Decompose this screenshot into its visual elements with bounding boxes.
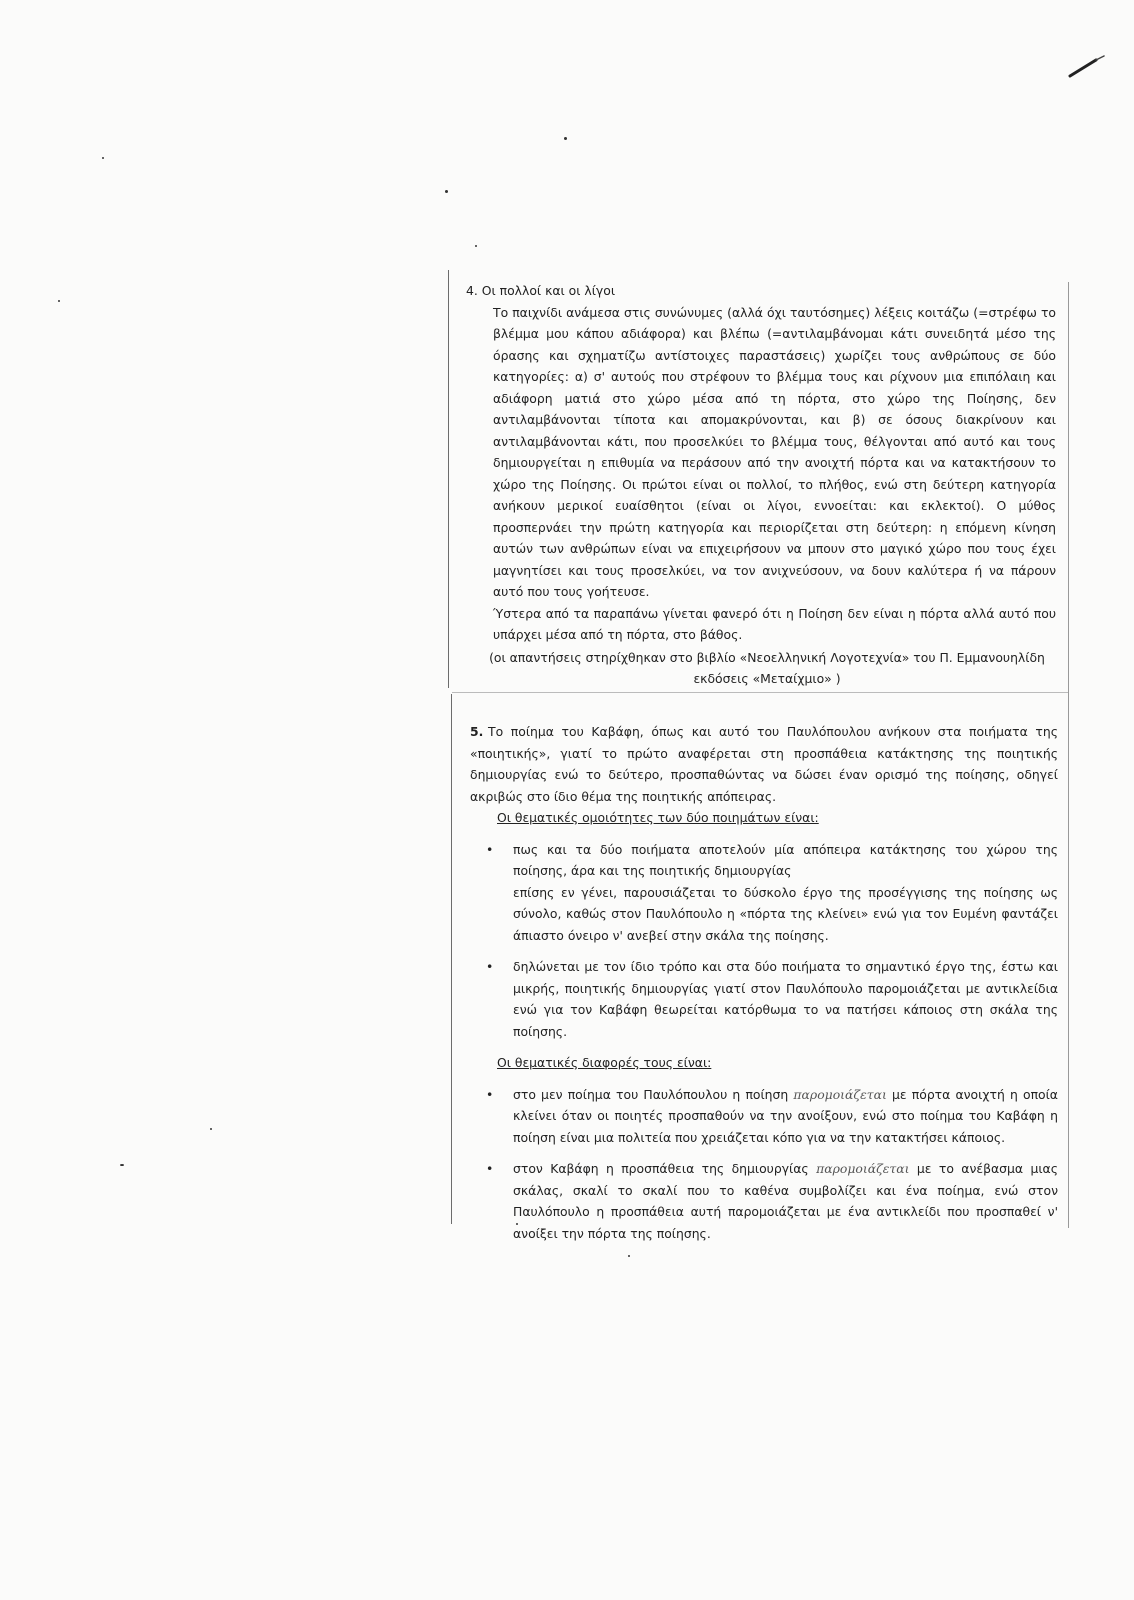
list-item-text: στο μεν ποίημα του Παυλόπουλου η ποίηση	[513, 1086, 789, 1102]
similarities-heading: Οι θεματικές ομοιότητες των δύο ποιημάτων είναι:	[497, 810, 819, 825]
section-4	[466, 280, 1056, 690]
scan-speck	[475, 245, 477, 247]
scan-speck	[102, 157, 104, 159]
list-item-text: με το ανέβασμα μιας σκάλας, σκαλί το σκαλί που το καθένα συμβολίζει και ένα ποίημα, ενώ στον Παυλόπουλο η προσπάθεια αυτή παρομοιάζεται με ένα αντικλείδι που προσπαθεί ν' ανοίξει την πόρτα της ποίησης.	[513, 1161, 1058, 1241]
section-5	[470, 721, 1058, 1254]
similarities-list	[470, 839, 1058, 1043]
scan-speck	[120, 1164, 124, 1166]
scan-speck	[210, 1128, 212, 1130]
list-item-continuation: επίσης εν γένει, παρουσιάζεται το δύσκολο έργο της προσέγγισης της ποίησης ως σύνολο, καθώς στον Παυλόπουλο η «πόρτα της κλείνει» ενώ για τον Ευμένη φαντάζει άπιαστο όνειρο ν' ανεβεί στην σκάλα της ποίησης.	[513, 884, 1058, 943]
scan-speck	[445, 190, 448, 193]
section-number: 5.	[470, 724, 484, 739]
scan-speck	[628, 1255, 630, 1257]
pen-mark-icon	[1066, 54, 1106, 78]
scan-speck	[564, 137, 567, 140]
source-citation	[478, 647, 1056, 690]
section-4-paragraph: Το παιχνίδι ανάμεσα στις συνώνυμες (αλλά όχι ταυτόσημες) λέξεις κοιτάζω (=στρέφω το βλέμμα μου κάπου αδιάφορα) και βλέπω (=αντιλαμβάνομαι κάτι συνειδητά μέσο της όρασης και σχηματίζω αντίστοιχες παραστάσεις) χωρίζει τους ανθρώπους σε δύο κατηγορίες: α) σ' αυτούς που στρέφουν το βλέμμα τους και ρίχνουν μια επιπόλαιη και αδιάφορη ματιά στο χώρο μέσα από τη πόρτα, στο χώρο της Ποίησης, δεν αντιλαμβάνονται τίποτα και απομακρύνονται, και β) σε όσους διακρίνουν και αντιλαμβάνονται κάτι, που προσελκύει το βλέμμα τους, θέλγονται από αυτό και τους δημιουργείται η επιθυμία να περάσουν από την ανοιχτή πόρτα και να κατακτήσουν το χώρο της Ποίησης. Οι πρώτοι είναι οι πολλοί, το πλήθος, ενώ στη δεύτερη κατηγορία ανήκουν μερικοί ευαίσθητοι (είναι οι λίγοι, εννοείται: και εκλεκτοί). Ο μύθος προσπερνάει την πρώτη κατηγορία και περιορίζεται στη δεύτερη: η επόμενη κίνηση αυτών των ανθρώπων είναι να επιχειρήσουν να μπουν στο μαγικό χώρο που τους έχει μαγνητίσει και τους προσελκύει, να τον ανιχνεύσουν, να δουν καλύτερα ή να πάρουν αυτό που τους γοήτευσε.	[493, 304, 1056, 599]
handwritten-correction: παρομοιάζεται	[816, 1161, 910, 1176]
handwritten-correction: παρομοιάζεται	[793, 1086, 887, 1102]
list-item	[486, 956, 1058, 1042]
citation-line: εκδόσεις «Μεταίχμιο» )	[693, 671, 841, 686]
section-divider-rule	[452, 692, 1068, 693]
section-5-intro	[470, 721, 1058, 807]
list-item	[486, 1084, 1058, 1149]
scan-speck	[58, 300, 60, 302]
bullet-icon: •	[486, 959, 494, 974]
list-item-text: δηλώνεται με τον ίδιο τρόπο και στα δύο ποιήματα το σημαντικό έργο της, έστω και μικρής, ποιητικής δημιουργίας γιατί στον Παυλόπουλο παρομοιάζεται με αντικλείδια ενώ για τον Καβάφη θεωρείται κατόρθωμα το να πατήσει κάποιος στη σκάλα της ποίησης.	[513, 959, 1058, 1039]
list-item	[486, 1158, 1058, 1244]
section-5-intro-text: Το ποίημα του Καβάφη, όπως και αυτό του Παυλόπουλου ανήκουν στα ποιήματα της «ποιητικής», γιατί το πρώτο αναφέρεται στη προσπάθεια κατάκτησης της ποιητικής δημιουργίας ενώ το δεύτερο, προσπαθώντας να δώσει έναν ορισμό της ποίησης, οδηγεί ακριβώς στο ίδιο θέμα της ποιητικής απόπειρας.	[470, 724, 1058, 804]
list-item-text: με πόρτα ανοιχτή η οποία κλείνει όταν οι ποιητές προσπαθούν να την ανοίξουν, ενώ στο ποίημα του Καβάφη η ποίηση είναι μια πολιτεία που χρειάζεται κόπο για να την κατακτήσει κάποιος.	[513, 1086, 1058, 1145]
right-margin-rule	[1068, 282, 1069, 1228]
bullet-icon: •	[486, 841, 494, 857]
citation-line: (οι απαντήσεις στηρίχθηκαν στο βιβλίο «Νεοελληνική Λογοτεχνία» του Π. Εμμανουηλίδη	[489, 649, 1045, 665]
section-4-conclusion: Ύστερα από τα παραπάνω γίνεται φανερό ότι η Ποίηση δεν είναι η πόρτα αλλά αυτό που υπάρχει μέσα από τη πόρτα, στο βάθος.	[493, 605, 1056, 642]
left-margin-rule-bottom	[451, 694, 452, 1224]
list-item-text: πως και τα δύο ποιήματα αποτελούν μία απόπειρα κατάκτησης του χώρου της ποίησης, άρα και της ποιητικής δημιουργίας	[513, 841, 1058, 878]
differences-heading: Οι θεματικές διαφορές τους είναι:	[497, 1055, 712, 1070]
list-item	[486, 839, 1058, 947]
bullet-icon: •	[486, 1086, 494, 1102]
list-item-text: στον Καβάφη η προσπάθεια της δημιουργίας	[513, 1161, 809, 1176]
left-margin-rule-top	[448, 270, 449, 688]
section-4-heading: 4. Οι πολλοί και οι λίγοι	[466, 283, 616, 298]
bullet-icon: •	[486, 1161, 494, 1176]
differences-list	[470, 1084, 1058, 1245]
